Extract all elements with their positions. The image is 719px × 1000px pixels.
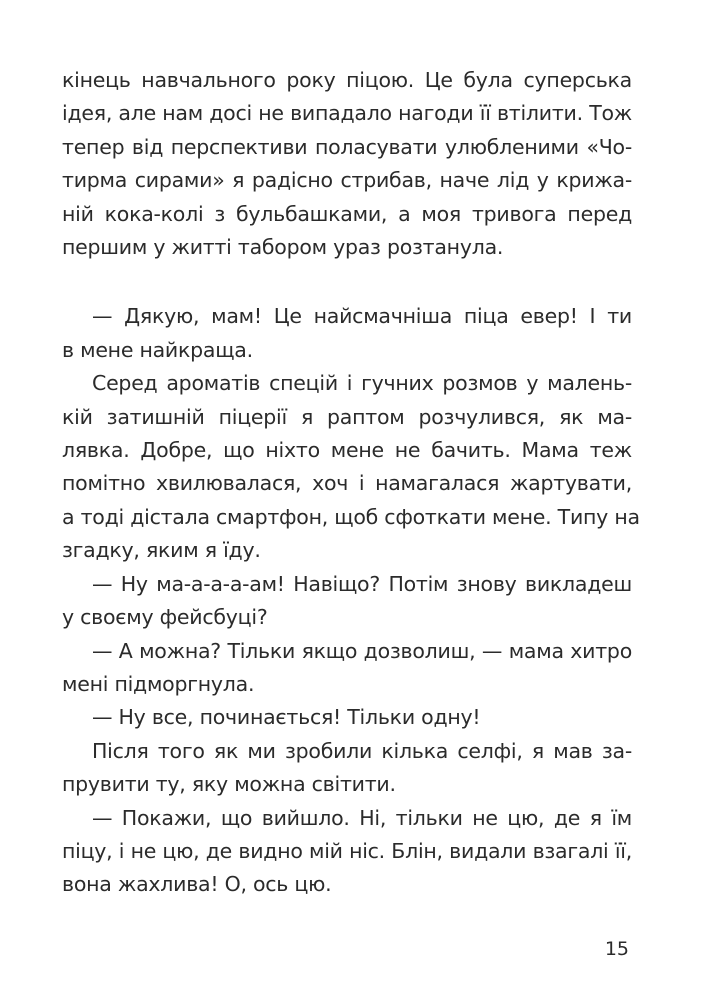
text-line: лявка. Добре, що ніхто мене не бачить. Мама теж <box>62 438 632 463</box>
paragraph-8 <box>62 802 632 902</box>
text-line: першим у житті табором ураз розтанула. <box>62 235 504 260</box>
text-line: в мене найкраща. <box>62 337 253 362</box>
paragraph-5 <box>62 635 632 702</box>
text-line: кінець навчального року піцою. Це була суперська <box>62 68 632 92</box>
paragraph-gap <box>62 264 632 300</box>
text-line: ній кока-колі з бульбашками, а моя тривога перед <box>62 201 632 226</box>
paragraph-2 <box>62 300 632 367</box>
paragraph-7 <box>62 735 632 802</box>
text-line: Після того як ми зробили кілька селфі, я мав за- <box>92 738 632 763</box>
text-line: — Ну все, починається! Тільки одну! <box>92 705 481 730</box>
text-line: — Дякую, мам! Це найсмачніша піца евер! І ти <box>92 304 632 329</box>
text-line: — А можна? Тільки якщо дозволиш, — мама хитро <box>92 638 632 663</box>
text-line: у своєму фейсбуці? <box>62 605 268 630</box>
text-line: кій затишній піцерії я раптом розчулився, як ма- <box>62 404 632 429</box>
text-line: — Покажи, що вийшло. Ні, тільки не цю, де я їм <box>92 805 632 830</box>
paragraph-6 <box>62 701 632 734</box>
paragraph-3 <box>62 367 640 567</box>
page-number: 15 <box>604 938 629 960</box>
text-line: піцу, і не цю, де видно мій ніс. Блін, видали взагалі її, <box>62 838 632 863</box>
text-line: мені підморгнула. <box>62 671 255 696</box>
text-line: Серед ароматів спецій і гучних розмов у малень- <box>92 371 632 396</box>
book-page-text <box>62 64 640 902</box>
text-line: а тоді дістала смартфон, щоб сфоткати мене. Типу на <box>62 504 640 529</box>
text-line: тепер від перспективи поласувати улюбленими «Чо- <box>62 134 632 159</box>
text-line: вона жахлива! О, ось цю. <box>62 872 332 897</box>
text-line: тирма сирами» я радісно стрибав, наче лід у крижа- <box>62 168 632 193</box>
text-line: згадку, яким я їду. <box>62 538 261 563</box>
text-line: помітно хвилювалася, хоч і намагалася жартувати, <box>62 471 632 496</box>
text-line: прувити ту, яку можна світити. <box>62 772 396 797</box>
text-line: — Ну ма-а-а-а-ам! Навіщо? Потім знову викладеш <box>92 571 632 596</box>
text-line: ідея, але нам досі не випадало нагоди її втілити. Тож <box>62 101 632 126</box>
paragraph-1 <box>62 64 632 264</box>
paragraph-4 <box>62 568 632 635</box>
